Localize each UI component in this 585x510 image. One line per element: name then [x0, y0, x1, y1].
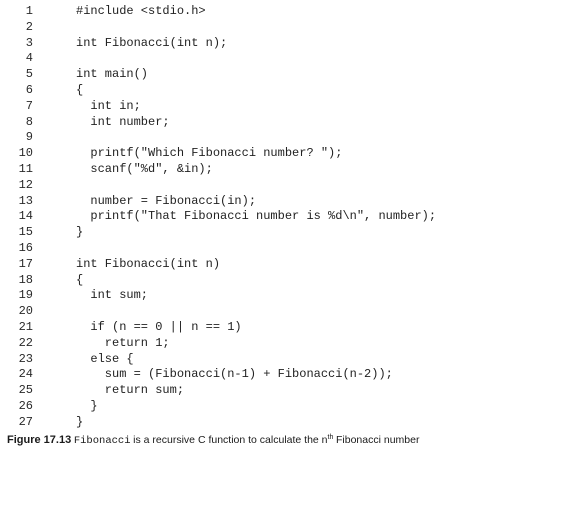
- line-number: 5: [25, 67, 33, 82]
- line-number: 4: [25, 51, 33, 66]
- line-number: 14: [18, 209, 33, 224]
- code-text: }: [76, 225, 84, 240]
- code-text: int Fibonacci(int n): [76, 256, 221, 271]
- line-number: 16: [18, 240, 33, 255]
- code-line: [0, 320, 585, 336]
- line-number: 6: [25, 82, 33, 97]
- code-line: [0, 273, 585, 289]
- code-text: int main(): [76, 67, 149, 82]
- code-line: [0, 146, 585, 162]
- code-line: [0, 83, 585, 99]
- line-number: 12: [18, 177, 33, 192]
- caption-text-end: Fibonacci number: [336, 434, 420, 446]
- caption-text: is a recursive C function to calculate the n: [133, 434, 328, 446]
- code-line: [0, 20, 585, 36]
- code-line: [0, 51, 585, 67]
- code-line: [0, 130, 585, 146]
- code-line: [0, 4, 585, 20]
- line-number: 2: [25, 19, 33, 34]
- line-number: 8: [25, 114, 33, 129]
- code-line: [0, 241, 585, 257]
- line-number: 21: [18, 319, 33, 334]
- code-text: printf("Which Fibonacci number? ");: [76, 146, 343, 161]
- code-line: [0, 367, 585, 383]
- code-text: number = Fibonacci(in);: [76, 193, 257, 208]
- code-line: [0, 288, 585, 304]
- code-text: {: [76, 82, 84, 97]
- line-number: 11: [18, 161, 33, 176]
- code-text: int sum;: [76, 288, 149, 303]
- code-text: return sum;: [76, 383, 185, 398]
- code-line: [0, 99, 585, 115]
- code-line: [0, 225, 585, 241]
- line-number: 20: [18, 304, 33, 319]
- line-number: 24: [18, 367, 33, 382]
- code-text: int in;: [76, 98, 141, 113]
- line-number: 10: [18, 146, 33, 161]
- code-line: [0, 257, 585, 273]
- code-line: [0, 36, 585, 52]
- line-number: 13: [18, 193, 33, 208]
- caption-function-name: Fibonacci: [73, 435, 131, 447]
- code-text: return 1;: [76, 335, 170, 350]
- code-line: [0, 336, 585, 352]
- line-number: 7: [25, 98, 33, 113]
- code-line: [0, 399, 585, 415]
- code-text: sum = (Fibonacci(n-1) + Fibonacci(n-2));: [76, 367, 393, 382]
- line-number: 15: [18, 225, 33, 240]
- code-text: printf("That Fibonacci number is %d\n", number);: [76, 209, 437, 224]
- code-text: }: [76, 398, 98, 413]
- line-number: 18: [18, 272, 33, 287]
- code-line: [0, 115, 585, 131]
- code-line: [0, 209, 585, 225]
- line-number: 9: [25, 130, 33, 145]
- line-number: 19: [18, 288, 33, 303]
- line-number: 27: [18, 414, 33, 429]
- code-text: if (n == 0 || n == 1): [76, 319, 242, 334]
- code-line: [0, 304, 585, 320]
- code-text: scanf("%d", &in);: [76, 161, 213, 176]
- code-text: else {: [76, 351, 134, 366]
- code-text: int number;: [76, 114, 170, 129]
- figure-caption: [7, 434, 582, 447]
- figure-label: Figure 17.13: [7, 434, 72, 446]
- line-number: 17: [18, 256, 33, 271]
- code-line: [0, 383, 585, 399]
- line-number: 3: [25, 35, 33, 50]
- line-number: 22: [18, 335, 33, 350]
- line-number: 1: [25, 4, 33, 18]
- code-line: [0, 352, 585, 368]
- code-text: {: [76, 272, 84, 287]
- code-text: }: [76, 414, 84, 429]
- code-listing: [0, 4, 585, 431]
- code-line: [0, 178, 585, 194]
- line-number: 26: [18, 398, 33, 413]
- line-number: 25: [18, 383, 33, 398]
- code-line: [0, 67, 585, 83]
- code-text: int Fibonacci(int n);: [76, 35, 228, 50]
- line-number: 23: [18, 351, 33, 366]
- caption-superscript: th: [327, 434, 334, 441]
- code-text: #include <stdio.h>: [76, 4, 206, 18]
- code-line: [0, 162, 585, 178]
- code-line: [0, 194, 585, 210]
- code-line: [0, 415, 585, 431]
